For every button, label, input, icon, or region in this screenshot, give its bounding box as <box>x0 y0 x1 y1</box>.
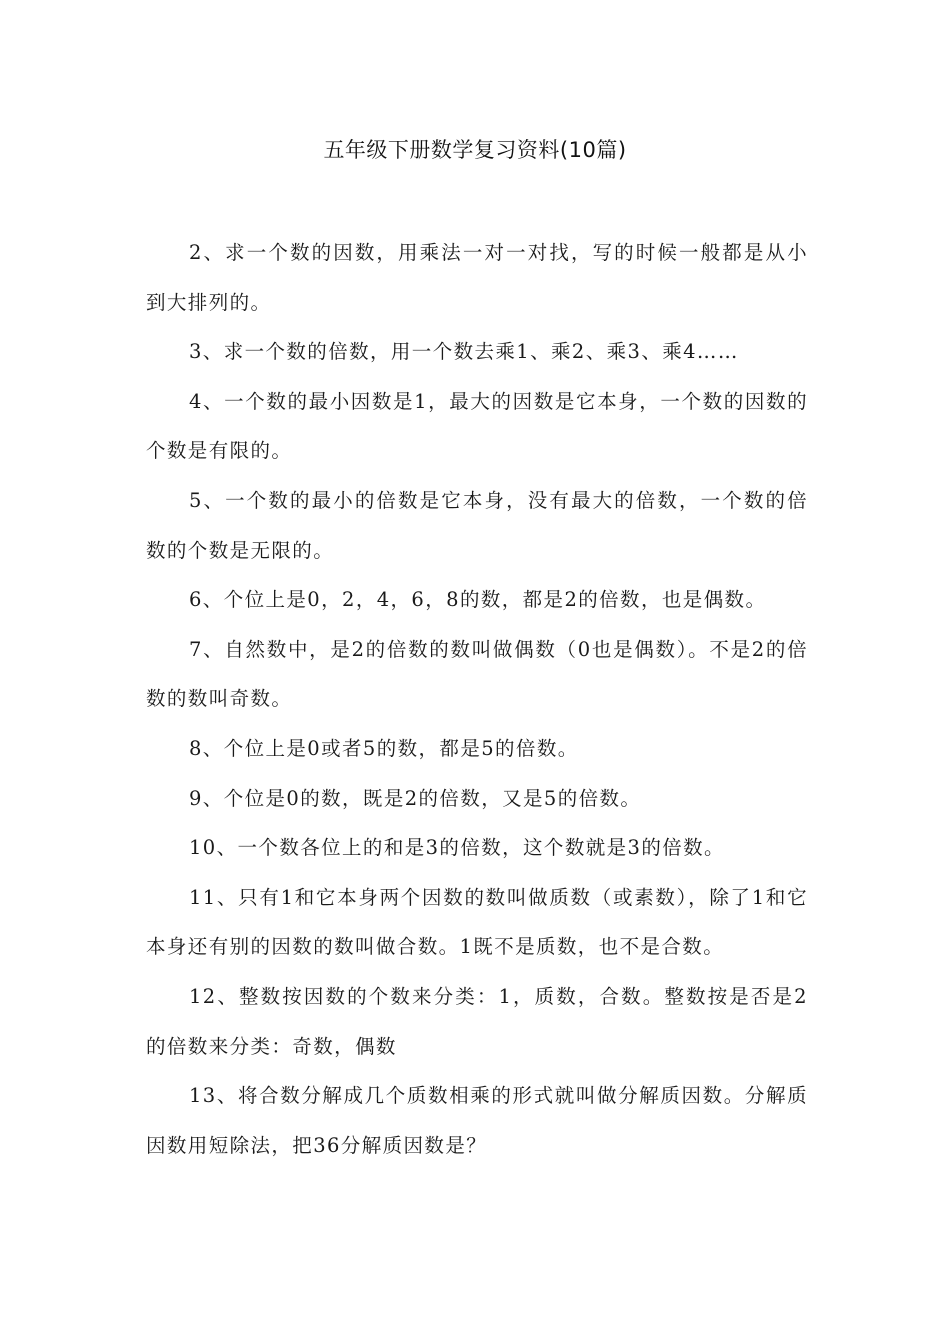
paragraph-9: 9、个位是0的数，既是2的倍数，又是5的倍数。 <box>189 786 642 810</box>
paragraph-6: 6、个位上是0，2，4，6，8的数，都是2的倍数，也是偶数。 <box>189 588 767 612</box>
paragraph-8: 8、个位上是0或者5的数，都是5的倍数。 <box>189 736 579 760</box>
paragraph-11: 11、只有1和它本身两个因数的数叫做质数（或素数），除了1和它本身还有别的因数的数叫做合数。1既不是质数，也不是合数。 <box>146 885 808 959</box>
paragraph-12: 12、整数按因数的个数来分类：1，质数，合数。整数按是否是2的倍数来分类：奇数，偶数 <box>146 984 808 1058</box>
paragraph-13: 13、将合数分解成几个质数相乘的形式就叫做分解质因数。分解质因数用短除法，把36分解质因数是？ <box>146 1084 808 1157</box>
paragraph-4: 4、一个数的最小因数是1，最大的因数是它本身，一个数的因数的个数是有限的。 <box>146 389 808 463</box>
paragraph-2: 2、求一个数的因数，用乘法一对一对找，写的时候一般都是从小到大排列的。 <box>146 241 808 314</box>
document-title: 五年级下册数学复习资料(10篇) <box>323 138 627 162</box>
paragraph-5: 5、一个数的最小的倍数是它本身，没有最大的倍数，一个数的倍数的个数是无限的。 <box>146 488 808 562</box>
paragraph-10: 10、一个数各位上的和是3的倍数，这个数就是3的倍数。 <box>189 836 725 860</box>
document-body <box>146 228 808 1170</box>
paragraph-7: 7、自然数中，是2的倍数的数叫做偶数（0也是偶数）。不是2的倍数的数叫奇数。 <box>146 637 808 711</box>
paragraph-3: 3、求一个数的倍数，用一个数去乘1、乘2、乘3、乘4…… <box>189 340 739 364</box>
